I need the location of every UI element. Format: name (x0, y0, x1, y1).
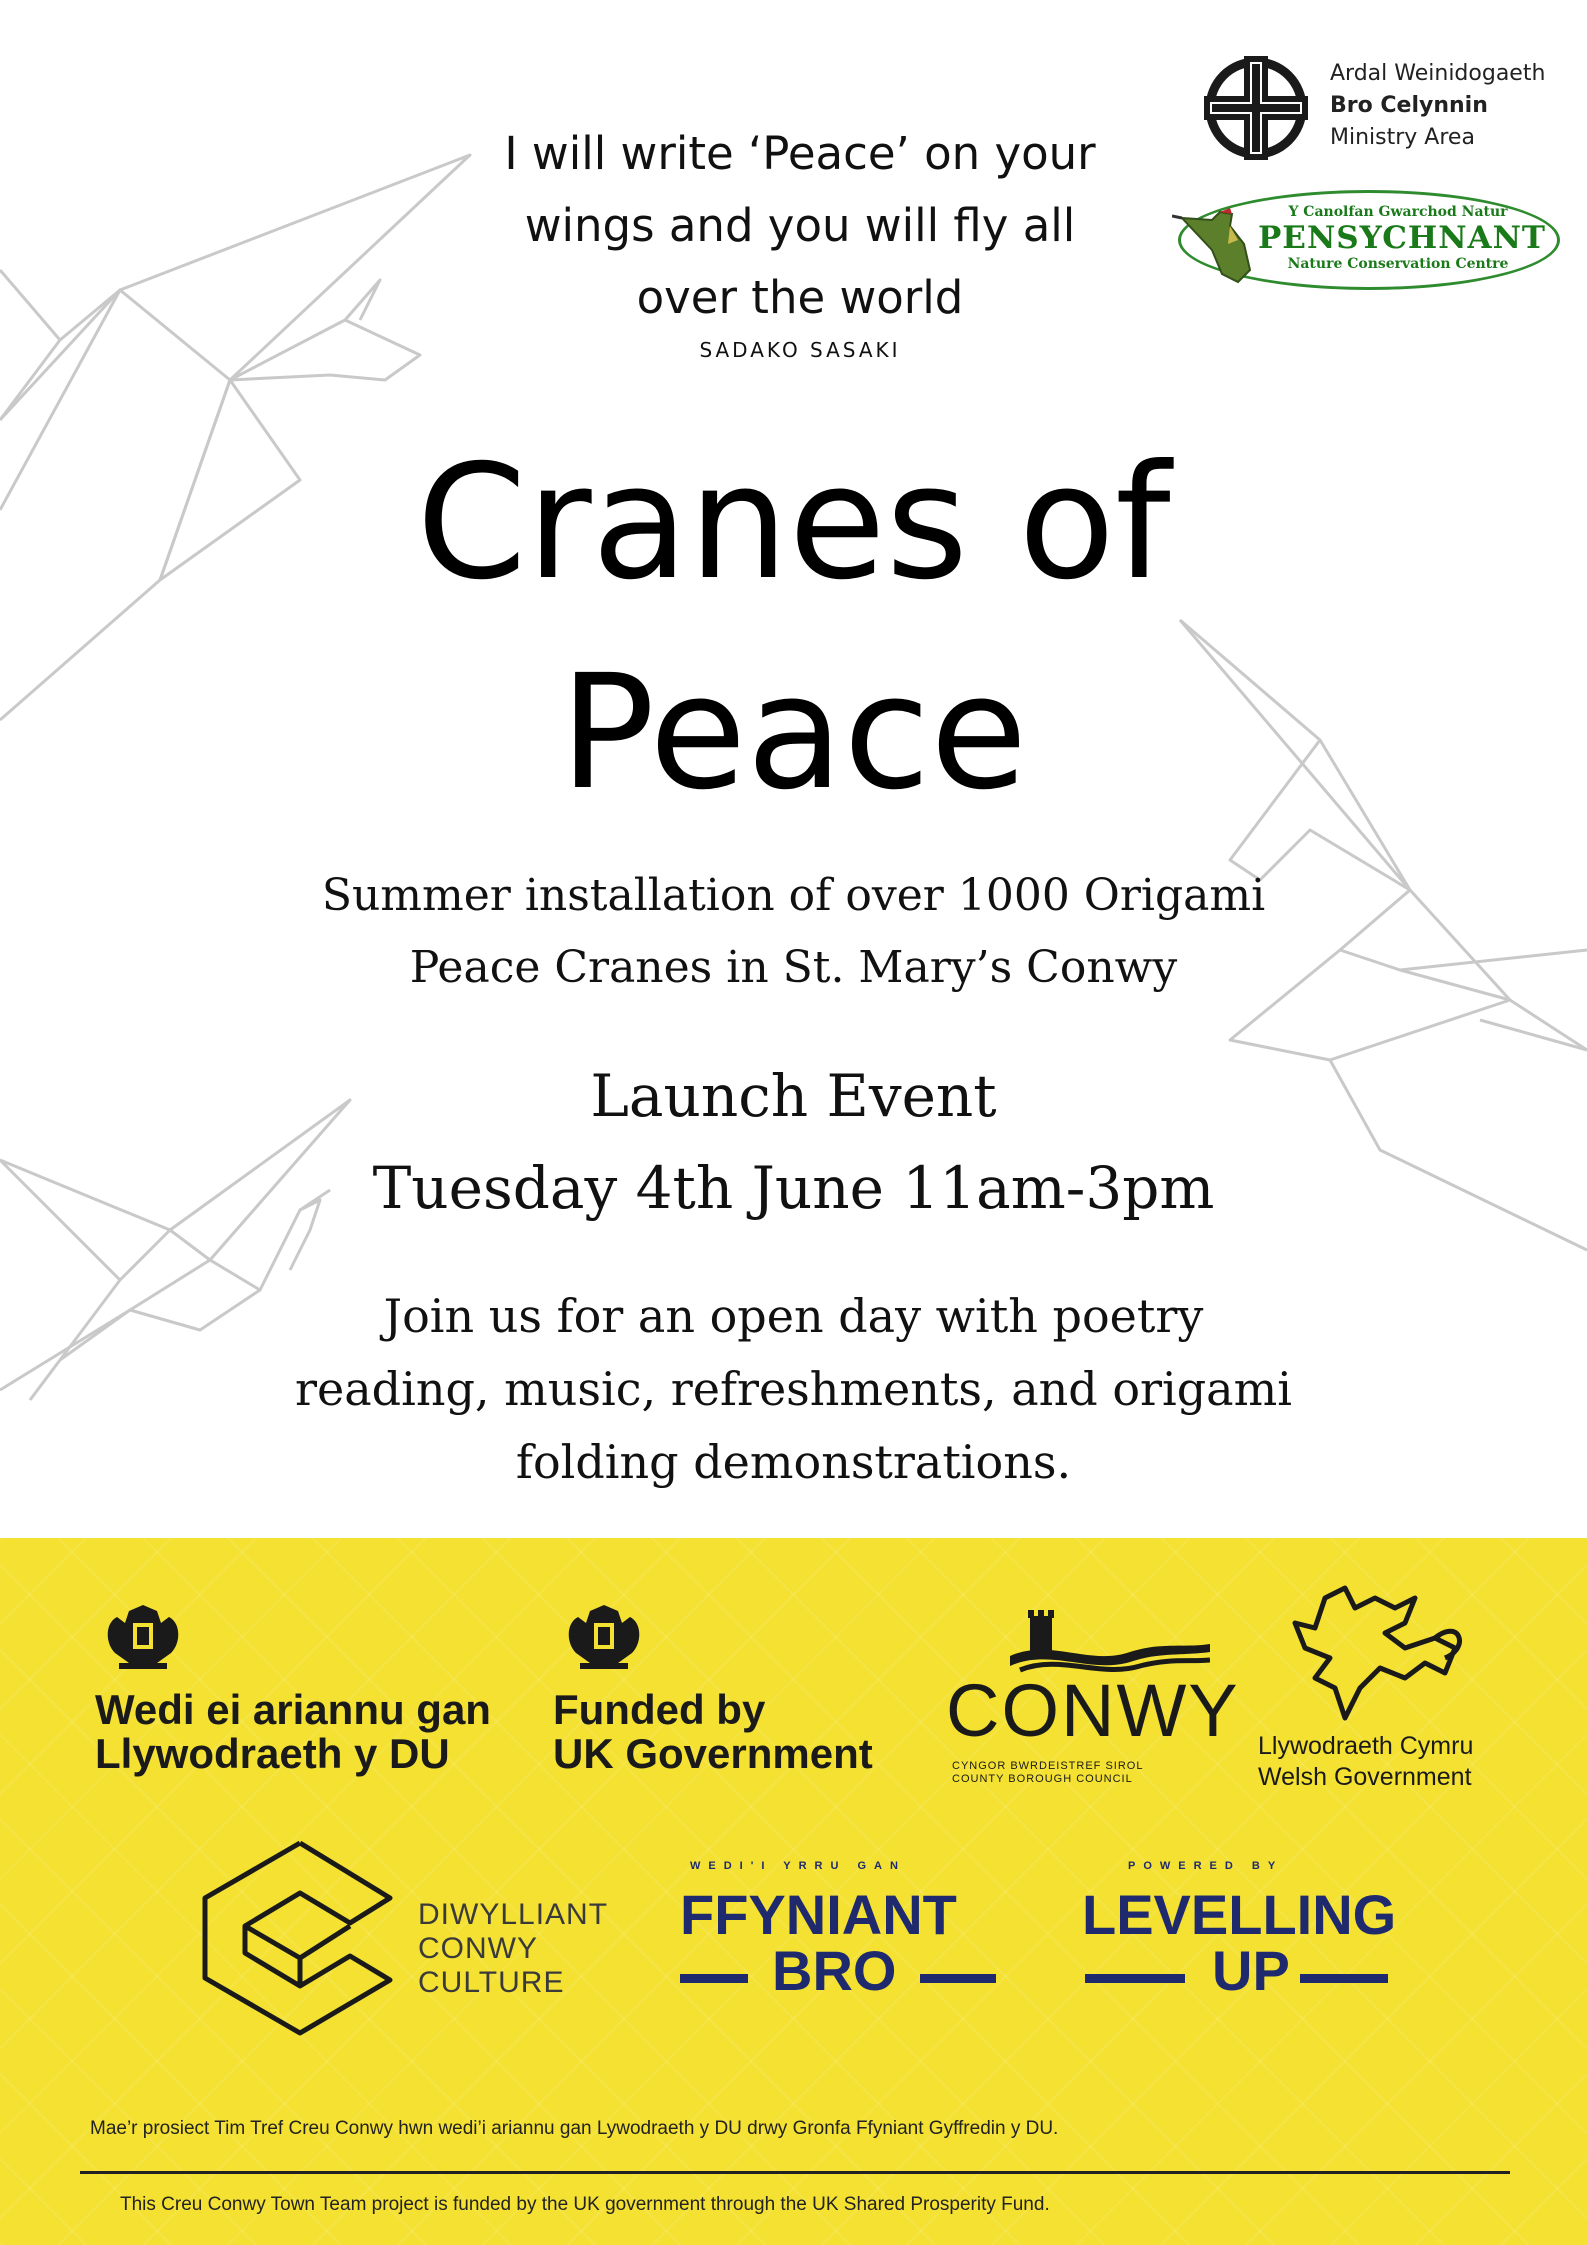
royal-coat-of-arms-icon (95, 1593, 191, 1673)
pensychnant-top-text: Y Canolfan Gwarchod Natur (1288, 204, 1508, 220)
launch-event (200, 1050, 1387, 1234)
funders-footer (0, 1538, 1587, 2245)
welsh-government-name (1258, 1731, 1473, 1793)
pensychnant-logo (1178, 190, 1558, 290)
ministry-line-3: Ministry Area (1330, 125, 1475, 150)
ffyniant-right-bar (920, 1974, 996, 1983)
levelling-right-bar (1300, 1974, 1388, 1983)
conwy-culture-logo-icon (200, 1838, 395, 2038)
levelling-up-line-2: UP (1212, 1939, 1290, 2002)
conwy-small-line-2: COUNTY BOROUGH COUNCIL (952, 1773, 1133, 1785)
ministry-area-logo (1198, 48, 1558, 166)
description-line-1: Join us for an open day with poetry (383, 1289, 1204, 1343)
pensychnant-subtitle: Nature Conservation Centre (1287, 256, 1509, 272)
ministry-line-1: Ardal Weinidogaeth (1330, 61, 1546, 86)
subtitle-line-1: Summer installation of over 1000 Origami (321, 870, 1266, 921)
funded-en-line-1: Funded by (553, 1686, 766, 1733)
conwy-small-line-1: CYNGOR BWRDEISTREF SIROL (952, 1760, 1144, 1772)
footer-divider (80, 2171, 1510, 2174)
welsh-dragon-icon (1285, 1578, 1470, 1723)
page-title (200, 418, 1387, 838)
ffyniant-left-bar (680, 1974, 748, 1983)
culture-line-2: CONWY (418, 1932, 538, 1965)
welsh-gov-line-2: Welsh Government (1258, 1763, 1472, 1791)
conwy-culture-name (418, 1898, 608, 2000)
ffyniant-bro-line-1: FFYNIANT (680, 1883, 957, 1946)
funded-cy-line-1: Wedi ei ariannu gan (95, 1686, 491, 1733)
celtic-cross-icon (1198, 52, 1314, 164)
funding-statement-welsh: Mae’r prosiect Tim Tref Creu Conwy hwn wedi’i ariannu gan Lywodraeth y DU drwy Gronfa Ffyniant Gyffredin y DU. (90, 2118, 1059, 2139)
ffyniant-bro-line-2: BRO (772, 1939, 897, 2002)
quote-line-1: I will write ‘Peace’ on your (504, 127, 1096, 180)
levelling-up-line-1: LEVELLING (1082, 1883, 1397, 1946)
ministry-text (1330, 58, 1545, 154)
levelling-left-bar (1085, 1974, 1185, 1983)
conwy-council-name: CONWY (946, 1669, 1240, 1752)
culture-line-1: DIWYLLIANT (418, 1898, 609, 1931)
quote-text (440, 118, 1160, 334)
title-line-2: Peace (559, 641, 1028, 825)
title-line-1: Cranes of (416, 431, 1171, 615)
description-line-3: folding demonstrations. (515, 1435, 1072, 1489)
royal-coat-of-arms-icon (556, 1593, 652, 1673)
quote-line-3: over the world (636, 271, 964, 324)
event-description (200, 1280, 1387, 1499)
launch-heading: Launch Event (590, 1062, 997, 1130)
funded-cy-line-2: Llywodraeth y DU (95, 1730, 450, 1777)
funding-statement-english: This Creu Conwy Town Team project is funded by the UK government through the UK Shared Prosperity Fund. (120, 2194, 1050, 2215)
funded-by-uk-gov-english (553, 1688, 873, 1776)
quote-line-2: wings and you will fly all (524, 199, 1076, 252)
launch-date: Tuesday 4th June 11am-3pm (372, 1154, 1215, 1222)
welsh-gov-line-1: Llywodraeth Cymru (1258, 1732, 1474, 1760)
description-line-2: reading, music, refreshments, and origami (295, 1362, 1292, 1416)
woodpecker-icon (1172, 200, 1272, 290)
levelling-up-tagline: POWERED BY (1128, 1860, 1284, 1872)
conwy-council-subtitle (952, 1760, 1143, 1786)
pensychnant-name: PENSYCHNANT (1258, 220, 1547, 256)
ministry-line-2: Bro Celynnin (1330, 93, 1488, 118)
subtitle-line-2: Peace Cranes in St. Mary’s Conwy (409, 942, 1178, 993)
subtitle (200, 860, 1387, 1004)
quote-attribution: SADAKO SASAKI (699, 338, 901, 362)
ffyniant-bro-tagline: WEDI'I YRRU GAN (690, 1860, 906, 1872)
funded-en-line-2: UK Government (553, 1730, 873, 1777)
culture-line-3: CULTURE (418, 1966, 565, 1999)
funded-by-uk-gov-welsh (95, 1688, 491, 1776)
